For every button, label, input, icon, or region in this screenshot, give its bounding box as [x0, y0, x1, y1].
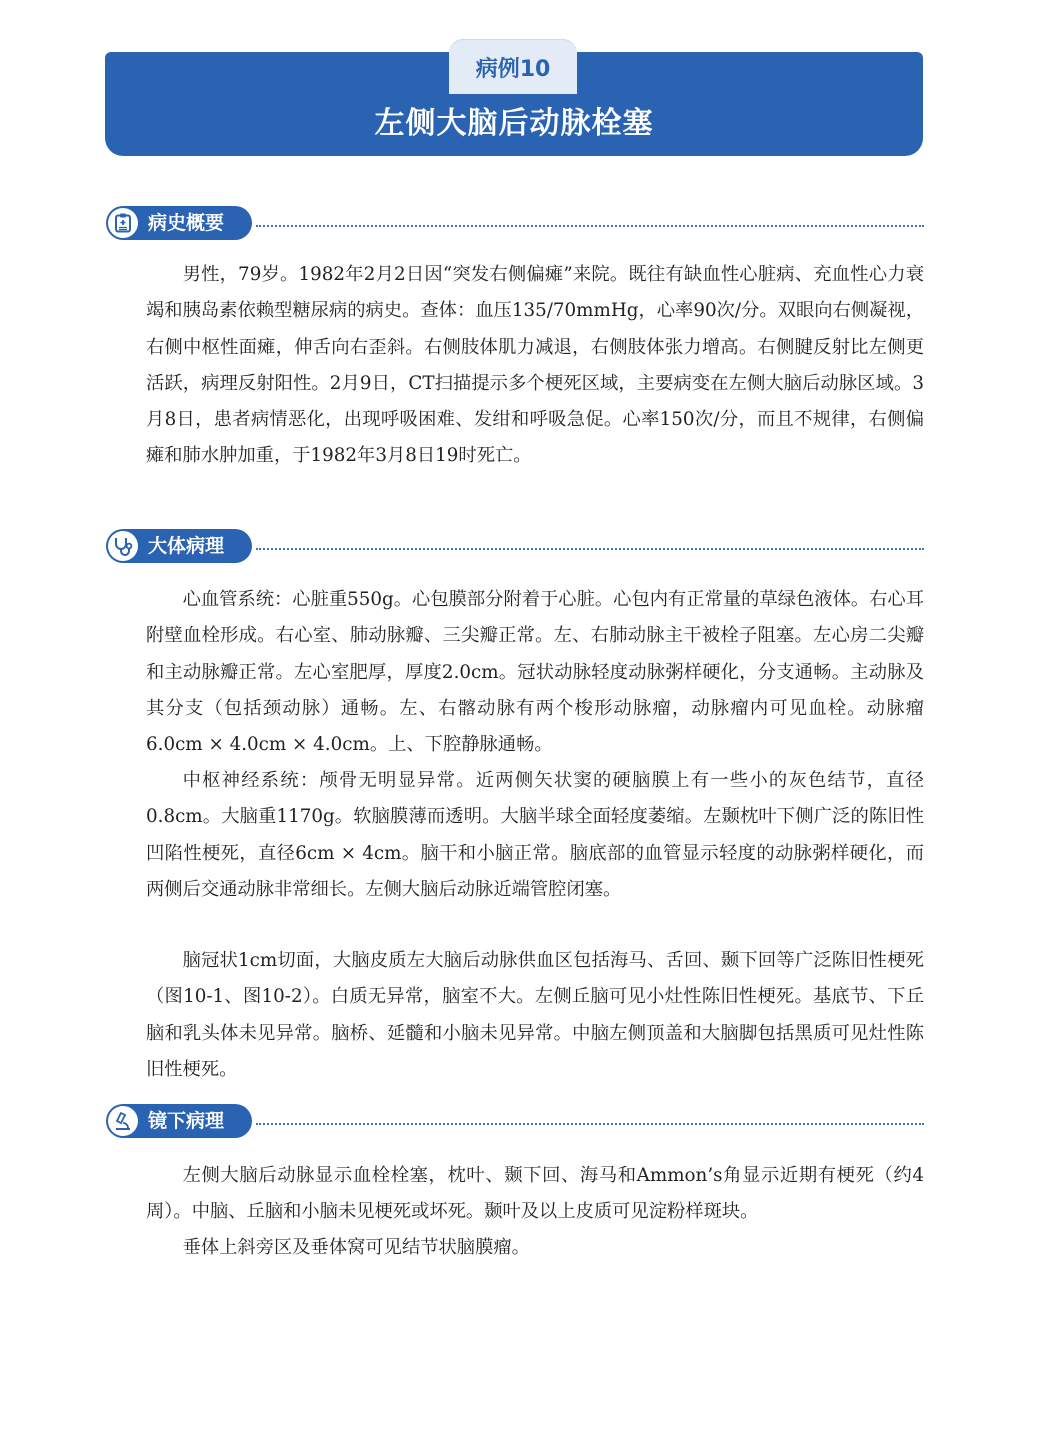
clipboard-icon [108, 208, 138, 238]
dotted-divider [256, 548, 924, 550]
section-header-microscopic [106, 1104, 924, 1140]
section-heading: 病史概要 [148, 212, 225, 234]
section-header-history [106, 206, 924, 242]
paragraph-gross-3: 脑冠状1cm切面，大脑皮质左大脑后动脉供血区包括海马、舌回、颞下回等广泛陈旧性梗死（图10-1、图10-2）。白质无异常，脑室不大。左侧丘脑可见小灶性陈旧性梗死。基底节、下丘脑和乳头体未见异常。脑桥、延髓和小脑未见异常。中脑左侧顶盖和大脑脚包括黑质可见灶性陈旧性梗死。 [146, 950, 924, 1080]
paragraph-history-1: 男性，79岁。1982年2月2日因“突发右侧偏瘫”来院。既往有缺血性心脏病、充血性心力衰竭和胰岛素依赖型糖尿病的病史。查体：血压135/70mmHg，心率90次/分。双眼向右侧凝视，右侧中枢性面瘫，伸舌向右歪斜。右侧肢体肌力减退，右侧肢体张力增高。右侧腱反射比左侧更活跃，病理反射阳性。2月9日，CT扫描提示多个梗死区域，主要病变在左侧大脑后动脉区域。3月8日，患者病情恶化，出现呼吸困难、发绀和呼吸急促。心率150次/分，而且不规律，右侧偏瘫和肺水肿加重，于1982年3月8日19时死亡。 [146, 264, 924, 467]
paragraph-micro-2: 垂体上斜旁区及垂体窝可见结节状脑膜瘤。 [182, 1237, 530, 1258]
stethoscope-icon [108, 531, 138, 561]
section-header-gross [106, 529, 924, 565]
dotted-divider [256, 1123, 924, 1125]
case-number-label: 病例10 [475, 56, 551, 82]
paragraph-gross-1: 心血管系统：心脏重550g。心包膜部分附着于心脏。心包内有正常量的草绿色液体。右心耳附壁血栓形成。右心室、肺动脉瓣、三尖瓣正常。左、右肺动脉主干被栓子阻塞。左心房二尖瓣和主动脉瓣正常。左心室肥厚，厚度2.0cm。冠状动脉轻度动脉粥样硬化，分支通畅。主动脉及其分支（包括颈动脉）通畅。左、右髂动脉有两个梭形动脉瘤，动脉瘤内可见血栓。动脉瘤6.0cm × 4.0cm × 4.0cm。上、下腔静脉通畅。 [146, 589, 924, 756]
section-pill [106, 529, 252, 563]
section-pill [106, 1104, 252, 1138]
page-title: 左侧大脑后动脉栓塞 [374, 106, 654, 141]
case-number-tab [449, 40, 577, 94]
section-heading: 镜下病理 [148, 1110, 225, 1132]
section-pill [106, 206, 252, 240]
dotted-divider [256, 225, 924, 227]
paragraph-micro-1: 左侧大脑后动脉显示血栓栓塞，枕叶、颞下回、海马和Ammon’s角显示近期有梗死（约4周）。中脑、丘脑和小脑未见梗死或坏死。颞叶及以上皮质可见淀粉样斑块。 [146, 1165, 924, 1223]
paragraph-gross-2: 中枢神经系统：颅骨无明显异常。近两侧矢状窦的硬脑膜上有一些小的灰色结节，直径0.8cm。大脑重1170g。软脑膜薄而透明。大脑半球全面轻度萎缩。左颞枕叶下侧广泛的陈旧性凹陷性梗死，直径6cm × 4cm。脑干和小脑正常。脑底部的血管显示轻度的动脉粥样硬化，而两侧后交通动脉非常细长。左侧大脑后动脉近端管腔闭塞。 [146, 770, 924, 900]
microscope-icon [108, 1106, 138, 1136]
section-heading: 大体病理 [148, 535, 225, 557]
